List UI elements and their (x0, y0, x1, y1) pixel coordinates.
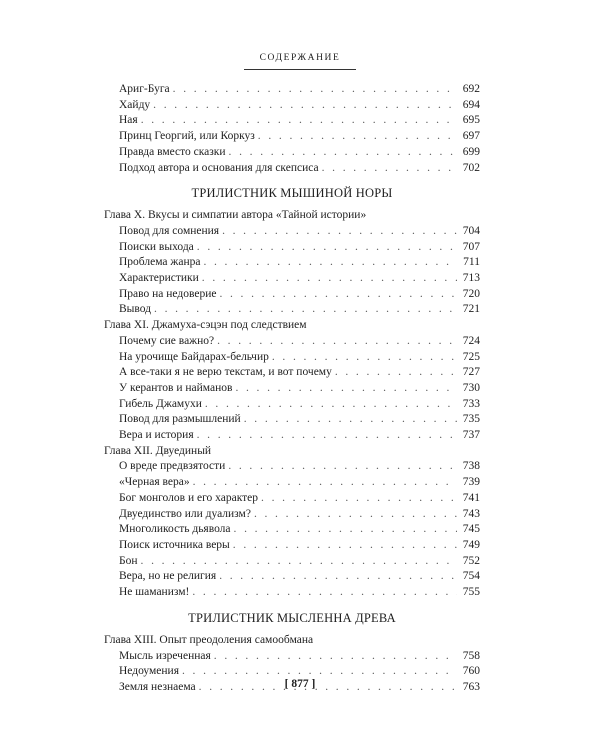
toc-entry (118, 459, 480, 475)
toc-entry-title: Хайду (119, 98, 151, 111)
toc-entry (118, 271, 480, 287)
toc-entry (118, 161, 480, 177)
dot-leader (141, 554, 457, 570)
toc-entry-page: 697 (462, 130, 480, 143)
toc-entry-title: Гибель Джамухи (119, 397, 202, 410)
toc-entry-title: На урочище Байдарах-бельчир (119, 350, 269, 363)
chapter-heading: Глава XIII. Опыт преодоления самообмана (104, 633, 314, 646)
toc-entry-title: Правда вместо сказки (119, 145, 226, 158)
toc-entry (118, 98, 480, 114)
toc-entry (118, 428, 480, 444)
toc-entry (118, 491, 480, 507)
toc-entry-page: 760 (462, 665, 480, 678)
toc-group (118, 82, 480, 176)
running-head: СОДЕРЖАНИЕ (259, 53, 341, 63)
toc-entry-page: 763 (462, 680, 480, 693)
dot-leader (205, 397, 457, 413)
dot-leader (153, 98, 457, 114)
toc-entry (118, 145, 480, 161)
toc-entry (118, 129, 480, 145)
toc-entry (118, 585, 480, 601)
section-heading: ТРИЛИСТНИК МЫСЛЕННА ДРЕВА (188, 610, 396, 625)
toc-entry-title: «Черная вера» (119, 476, 190, 489)
dot-leader (197, 428, 457, 444)
toc-entry-title: Характеристики (119, 272, 199, 285)
toc-entry-title: Повод для размышлений (119, 413, 241, 426)
toc-entry (118, 475, 480, 491)
toc-group (118, 334, 480, 444)
toc-entry-title: Принц Георгий, или Коркуз (119, 130, 255, 143)
dot-leader (173, 82, 457, 98)
chapter-heading: Глава XII. Двуединый (104, 444, 212, 457)
dot-leader (219, 569, 457, 585)
toc-entry-page: 743 (462, 507, 480, 520)
toc-entry (118, 538, 480, 554)
toc-entry-title: Двуединство или дуализм? (119, 507, 251, 520)
toc-entry (118, 649, 480, 665)
table-of-contents (104, 82, 480, 696)
dot-leader (141, 113, 457, 129)
toc-entry-page: 758 (462, 649, 480, 662)
toc-entry (118, 554, 480, 570)
toc-entry-page: 737 (462, 429, 480, 442)
toc-entry-title: Поиск источника веры (119, 538, 230, 551)
dot-leader (322, 161, 457, 177)
toc-entry-title: Право на недоверие (119, 287, 217, 300)
toc-entry (118, 82, 480, 98)
dot-leader (197, 240, 457, 256)
toc-entry (118, 522, 480, 538)
toc-entry-page: 704 (462, 224, 480, 237)
toc-entry-page: 694 (462, 98, 480, 111)
toc-entry-page: 741 (462, 491, 480, 504)
dot-leader (228, 459, 457, 475)
toc-entry-title: Поиски выхода (119, 240, 194, 253)
dot-leader (235, 381, 457, 397)
toc-entry (118, 224, 480, 240)
dot-leader (335, 365, 457, 381)
toc-entry-page: 735 (462, 413, 480, 426)
toc-entry-page: 725 (462, 350, 480, 363)
toc-entry (118, 507, 480, 523)
toc-entry-page: 711 (463, 256, 480, 269)
toc-entry-page: 720 (462, 287, 480, 300)
dot-leader (214, 649, 457, 665)
toc-entry-title: Ариг-Буга (119, 83, 170, 95)
toc-entry-title: Подход автора и основания для скепсиса (119, 161, 319, 174)
dot-leader (202, 271, 457, 287)
toc-group (118, 224, 480, 318)
dot-leader (219, 287, 457, 303)
toc-entry (118, 287, 480, 303)
dot-leader (193, 475, 457, 491)
toc-entry-title: У керантов и найманов (119, 381, 233, 394)
toc-entry-title: Земля незнаема (119, 680, 196, 693)
dot-leader (192, 585, 457, 601)
toc-entry-title: А все-таки я не верю текстам, и вот почему (119, 366, 332, 379)
toc-entry-page: 713 (462, 272, 480, 285)
toc-entry-page: 721 (462, 303, 480, 316)
running-head-rule (244, 69, 356, 70)
toc-entry (118, 412, 480, 428)
toc-group (118, 459, 480, 600)
toc-entry-page: 745 (462, 523, 480, 536)
toc-entry (118, 302, 480, 318)
toc-entry (118, 569, 480, 585)
section-heading: ТРИЛИСТНИК МЫШИНОЙ НОРЫ (191, 186, 393, 201)
toc-entry-page: 707 (462, 240, 480, 253)
dot-leader (222, 224, 457, 240)
toc-entry (118, 240, 480, 256)
toc-entry-page: 695 (462, 114, 480, 127)
toc-entry (118, 334, 480, 350)
dot-leader (254, 507, 457, 523)
toc-entry-title: Мысль изреченная (119, 649, 211, 662)
toc-entry-page: 727 (462, 366, 480, 379)
dot-leader (229, 145, 457, 161)
toc-entry-page: 730 (462, 381, 480, 394)
dot-leader (258, 129, 457, 145)
chapter-heading: Глава XI. Джамуха-сэцэн под следствием (104, 319, 307, 332)
toc-entry (118, 113, 480, 129)
dot-leader (261, 491, 457, 507)
toc-entry-title: Вывод (119, 303, 152, 316)
toc-entry-page: 724 (462, 334, 480, 347)
dot-leader (217, 334, 457, 350)
dot-leader (203, 255, 457, 271)
toc-entry (118, 397, 480, 413)
dot-leader (244, 412, 457, 428)
toc-entry-page: 752 (462, 554, 480, 567)
chapter-heading: Глава X. Вкусы и симпатии автора «Тайной истории» (104, 209, 367, 222)
dot-leader (233, 538, 457, 554)
page-number: [ 877 ] (284, 678, 316, 690)
toc-entry-page: 692 (462, 83, 480, 95)
toc-entry-title: Не шаманизм! (119, 586, 190, 599)
toc-entry-title: Многоликость дьявола (119, 523, 231, 536)
toc-entry-title: Бон (119, 554, 138, 567)
toc-entry-title: Недоумения (119, 665, 179, 678)
toc-entry-page: 754 (462, 570, 480, 583)
toc-entry (118, 381, 480, 397)
dot-leader (154, 302, 457, 318)
toc-entry-page: 739 (462, 476, 480, 489)
toc-entry-title: Бог монголов и его характер (119, 491, 259, 504)
toc-entry-title: Вера, но не религия (119, 570, 217, 583)
toc-entry-title: Вера и история (119, 429, 194, 442)
dot-leader (234, 522, 457, 538)
toc-entry (118, 350, 480, 366)
toc-entry (118, 365, 480, 381)
toc-entry-page: 699 (462, 145, 480, 158)
dot-leader (272, 350, 457, 366)
toc-entry-title: О вреде предвзятости (119, 460, 226, 473)
toc-entry-page: 738 (462, 460, 480, 473)
toc-entry-title: Проблема жанра (119, 256, 201, 269)
toc-entry-page: 749 (462, 538, 480, 551)
toc-entry-page: 733 (462, 397, 480, 410)
toc-entry-title: Повод для сомнения (119, 224, 220, 237)
toc-entry-page: 702 (462, 161, 480, 174)
toc-entry-title: Ная (119, 114, 138, 127)
toc-entry-page: 755 (462, 586, 480, 599)
toc-entry (118, 255, 480, 271)
toc-entry-title: Почему сие важно? (119, 334, 215, 347)
